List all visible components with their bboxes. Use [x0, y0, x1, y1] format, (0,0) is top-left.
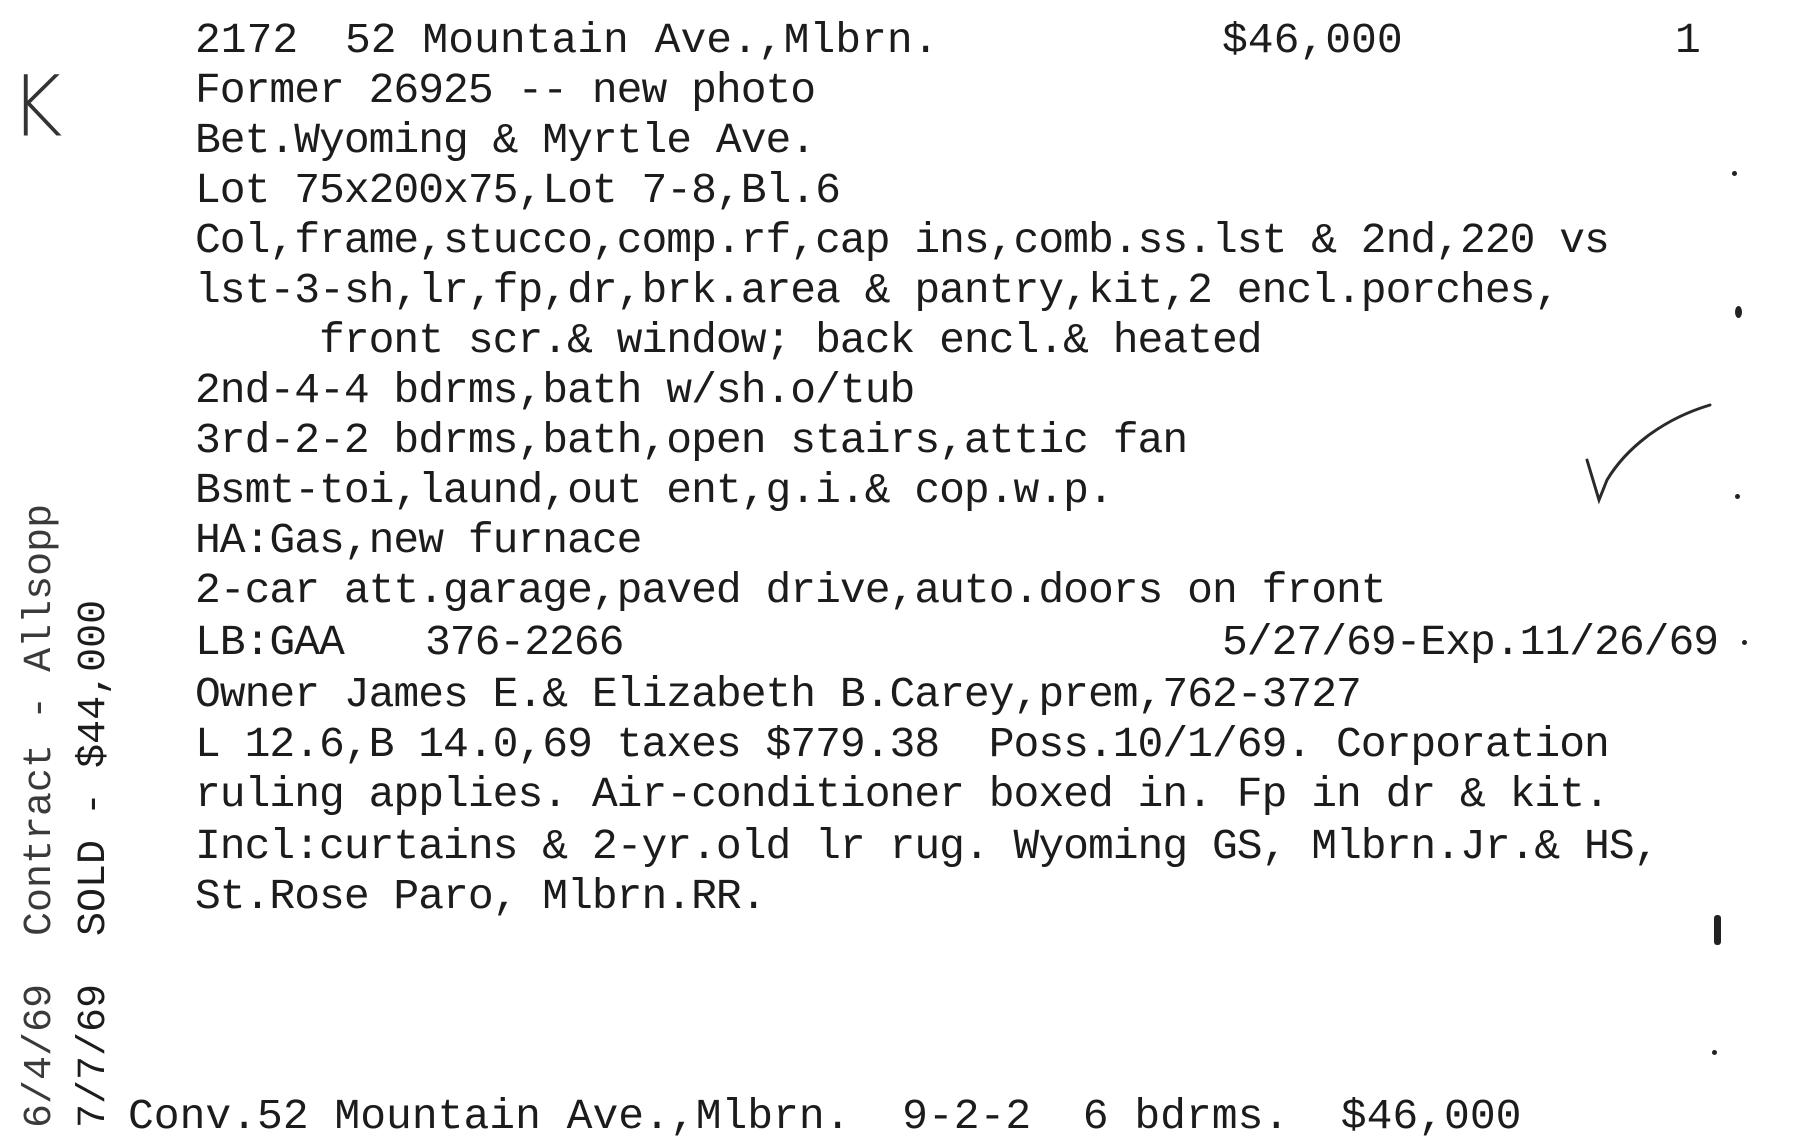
body-line: HA:Gas,new furnace — [195, 516, 642, 565]
body-line: 2nd-4-4 bdrms,bath w/sh.o/tub — [195, 366, 915, 415]
body-line: Bsmt-toi,laund,out ent,g.i.& cop.w.p. — [195, 466, 1113, 515]
body-line: 2-car att.garage,paved drive,auto.doors on front — [195, 566, 1386, 615]
body-line: Lot 75x200x75,Lot 7-8,Bl.6 — [195, 166, 840, 215]
paper-speck — [1712, 1050, 1717, 1055]
remarks-line: L 12.6,B 14.0,69 taxes $779.38 Poss.10/1/69. Corporation — [195, 720, 1609, 769]
remarks-line: St.Rose Paro, Mlbrn.RR. — [195, 872, 766, 921]
listing-address: 52 Mountain Ave.,Mlbrn. — [345, 16, 939, 65]
body-line: front scr.& window; back encl.& heated — [195, 316, 1262, 365]
conventional-summary-line: Conv.52 Mountain Ave.,Mlbrn. 9-2-2 6 bdrms. $46,000 — [128, 1092, 1522, 1141]
listing-number: 2172 — [195, 16, 299, 65]
paper-speck — [1732, 171, 1737, 176]
paper-speck — [1714, 915, 1721, 945]
card-number: 1 — [1675, 16, 1701, 65]
body-line: 3rd-2-2 bdrms,bath,open stairs,attic fan — [195, 416, 1188, 465]
body-line: lst-3-sh,lr,fp,dr,brk.area & pantry,kit,2 encl.porches, — [195, 266, 1560, 315]
listing-broker-phone: 376-2266 — [425, 618, 624, 667]
listing-price: $46,000 — [1222, 16, 1403, 65]
contract-note: 6/4/69 Contract - Allsopp — [18, 503, 63, 1128]
paper-speck — [1735, 494, 1740, 499]
remarks-line: ruling applies. Air-conditioner boxed in. Fp in dr & kit. — [195, 770, 1609, 819]
paper-speck — [1742, 640, 1747, 645]
listing-broker-label: LB:GAA — [195, 618, 344, 667]
checkmark-icon — [1585, 400, 1715, 510]
body-line: Former 26925 -- new photo — [195, 66, 816, 115]
remarks-line: Owner James E.& Elizabeth B.Carey,prem,762-3727 — [195, 670, 1361, 719]
listing-dates: 5/27/69-Exp.11/26/69 — [1222, 618, 1719, 667]
paper-speck — [1735, 306, 1742, 318]
handwritten-k-mark: K — [10, 57, 63, 156]
remarks-line: Incl:curtains & 2-yr.old lr rug. Wyoming GS, Mlbrn.Jr.& HS, — [195, 822, 1659, 871]
body-line: Col,frame,stucco,comp.rf,cap ins,comb.ss.lst & 2nd,220 vs — [195, 216, 1609, 265]
body-line: Bet.Wyoming & Myrtle Ave. — [195, 116, 816, 165]
sold-note: 7/7/69 SOLD - $44,000 — [72, 599, 117, 1128]
